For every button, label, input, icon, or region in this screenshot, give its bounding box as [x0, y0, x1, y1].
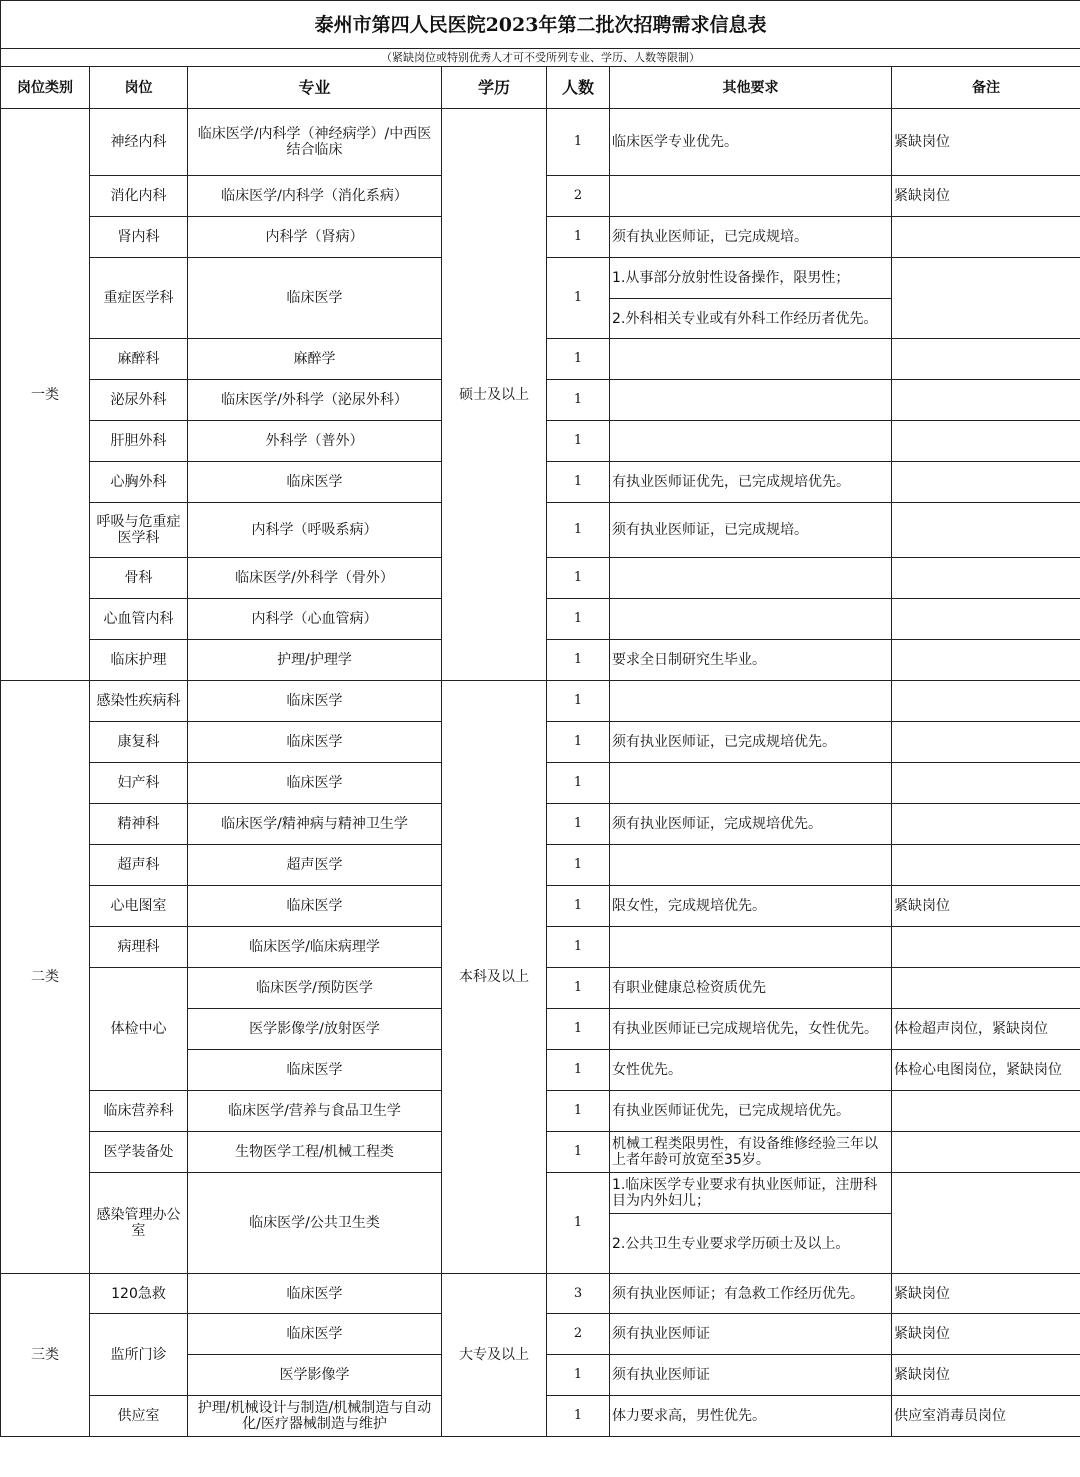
position-cell: 医学装备处	[90, 1132, 188, 1173]
position-cell: 妇产科	[90, 763, 188, 804]
position-cell: 康复科	[90, 722, 188, 763]
notes-cell	[892, 339, 1080, 380]
position-cell: 肾内科	[90, 217, 188, 258]
requirements-cell: 须有执业医师证	[610, 1355, 892, 1396]
requirements-cell	[610, 176, 892, 217]
major-cell: 临床医学/营养与食品卫生学	[188, 1091, 442, 1132]
major-cell: 临床医学	[188, 1050, 442, 1091]
major-cell: 临床医学	[188, 886, 442, 927]
notes-cell	[892, 558, 1080, 599]
notes-cell: 紧缺岗位	[892, 109, 1080, 176]
position-cell: 神经内科	[90, 109, 188, 176]
position-cell: 心血管内科	[90, 599, 188, 640]
page-title: 泰州市第四人民医院2023年第二批次招聘需求信息表	[1, 1, 1080, 49]
major-cell: 临床医学/外科学（泌尿外科）	[188, 380, 442, 421]
notes-cell: 体检心电图岗位，紧缺岗位	[892, 1050, 1080, 1091]
position-cell: 泌尿外科	[90, 380, 188, 421]
requirements-cell	[610, 763, 892, 804]
major-cell: 临床医学/内科学（神经病学）/中西医结合临床	[188, 109, 442, 176]
notes-cell: 紧缺岗位	[892, 1355, 1080, 1396]
notes-cell	[892, 1132, 1080, 1173]
category-cell: 二类	[1, 681, 90, 1274]
major-cell: 临床医学	[188, 722, 442, 763]
requirements-cell: 机械工程类限男性，有设备维修经验三年以上者年龄可放宽至35岁。	[610, 1132, 892, 1173]
major-cell: 护理/机械设计与制造/机械制造与自动化/医疗器械制造与维护	[188, 1396, 442, 1437]
major-cell: 临床医学/外科学（骨外）	[188, 558, 442, 599]
requirements-cell: 须有执业医师证	[610, 1314, 892, 1355]
count-cell: 1	[547, 503, 610, 558]
major-cell: 临床医学/公共卫生类	[188, 1173, 442, 1274]
notes-cell	[892, 804, 1080, 845]
count-cell: 1	[547, 681, 610, 722]
requirements-cell: 须有执业医师证，已完成规培。	[610, 217, 892, 258]
requirements-cell: 有执业医师证优先，已完成规培优先。	[610, 1091, 892, 1132]
education-cell: 大专及以上	[442, 1274, 547, 1437]
count-cell: 1	[547, 380, 610, 421]
requirements-cell: 有职业健康总检资质优先	[610, 968, 892, 1009]
major-cell: 护理/护理学	[188, 640, 442, 681]
notes-cell	[892, 421, 1080, 462]
education-cell: 本科及以上	[442, 681, 547, 1274]
count-cell: 1	[547, 1050, 610, 1091]
count-cell: 1	[547, 462, 610, 503]
major-cell: 内科学（肾病）	[188, 217, 442, 258]
count-cell: 1	[547, 1009, 610, 1050]
requirements-cell: 临床医学专业优先。	[610, 109, 892, 176]
count-cell: 1	[547, 558, 610, 599]
count-cell: 1	[547, 1355, 610, 1396]
notes-cell: 体检超声岗位，紧缺岗位	[892, 1009, 1080, 1050]
notes-cell	[892, 599, 1080, 640]
position-cell: 病理科	[90, 927, 188, 968]
requirements-cell	[610, 845, 892, 886]
table-row	[1, 1274, 1080, 1314]
requirements-cell: 1.从事部分放射性设备操作，限男性；	[610, 258, 892, 299]
major-cell: 临床医学/临床病理学	[188, 927, 442, 968]
position-cell: 心胸外科	[90, 462, 188, 503]
category-cell: 一类	[1, 109, 90, 681]
notes-cell	[892, 681, 1080, 722]
count-cell: 2	[547, 176, 610, 217]
position-cell: 心电图室	[90, 886, 188, 927]
count-cell: 1	[547, 1091, 610, 1132]
requirements-cell: 体力要求高，男性优先。	[610, 1396, 892, 1437]
notes-cell: 紧缺岗位	[892, 1274, 1080, 1314]
requirements-cell: 2.公共卫生专业要求学历硕士及以上。	[610, 1214, 892, 1274]
table-row	[1, 681, 1080, 722]
header-major: 专业	[188, 67, 442, 109]
count-cell: 1	[547, 258, 610, 339]
header-count: 人数	[547, 67, 610, 109]
requirements-cell: 有执业医师证优先，已完成规培优先。	[610, 462, 892, 503]
notes-cell: 紧缺岗位	[892, 886, 1080, 927]
count-cell: 1	[547, 217, 610, 258]
requirements-cell: 2.外科相关专业或有外科工作经历者优先。	[610, 299, 892, 339]
count-cell: 1	[547, 845, 610, 886]
count-cell: 3	[547, 1274, 610, 1314]
major-cell: 临床医学	[188, 681, 442, 722]
position-cell: 感染管理办公室	[90, 1173, 188, 1274]
major-cell: 临床医学	[188, 462, 442, 503]
header-requirements: 其他要求	[610, 67, 892, 109]
count-cell: 1	[547, 339, 610, 380]
requirements-cell: 须有执业医师证；有急救工作经历优先。	[610, 1274, 892, 1314]
count-cell: 1	[547, 804, 610, 845]
table-row	[1, 109, 1080, 176]
count-cell: 1	[547, 109, 610, 176]
notes-cell	[892, 640, 1080, 681]
count-cell: 1	[547, 968, 610, 1009]
count-cell: 1	[547, 886, 610, 927]
position-cell: 感染性疾病科	[90, 681, 188, 722]
major-cell: 临床医学/内科学（消化系病）	[188, 176, 442, 217]
count-cell: 1	[547, 599, 610, 640]
notes-cell	[892, 927, 1080, 968]
header-notes: 备注	[892, 67, 1080, 109]
header-row	[1, 67, 1080, 109]
requirements-cell: 女性优先。	[610, 1050, 892, 1091]
requirements-cell	[610, 558, 892, 599]
major-cell: 超声医学	[188, 845, 442, 886]
position-cell: 超声科	[90, 845, 188, 886]
count-cell: 1	[547, 722, 610, 763]
count-cell: 1	[547, 1396, 610, 1437]
notes-cell	[892, 1173, 1080, 1274]
count-cell: 1	[547, 421, 610, 462]
position-cell: 重症医学科	[90, 258, 188, 339]
header-education: 学历	[442, 67, 547, 109]
count-cell: 1	[547, 640, 610, 681]
requirements-cell: 有执业医师证已完成规培优先，女性优先。	[610, 1009, 892, 1050]
subtitle-note: （紧缺岗位或特别优秀人才可不受所列专业、学历、人数等限制）	[1, 49, 1080, 67]
notes-cell	[892, 258, 1080, 339]
count-cell: 1	[547, 1132, 610, 1173]
position-cell: 体检中心	[90, 968, 188, 1091]
header-category: 岗位类别	[1, 67, 90, 109]
count-cell: 2	[547, 1314, 610, 1355]
education-cell: 硕士及以上	[442, 109, 547, 681]
requirements-cell	[610, 927, 892, 968]
notes-cell	[892, 217, 1080, 258]
requirements-cell	[610, 681, 892, 722]
requirements-cell: 须有执业医师证，已完成规培。	[610, 503, 892, 558]
position-cell: 120急救	[90, 1274, 188, 1314]
major-cell: 临床医学	[188, 1274, 442, 1314]
position-cell: 肝胆外科	[90, 421, 188, 462]
major-cell: 医学影像学/放射医学	[188, 1009, 442, 1050]
major-cell: 临床医学	[188, 763, 442, 804]
major-cell: 外科学（普外）	[188, 421, 442, 462]
major-cell: 内科学（呼吸系病）	[188, 503, 442, 558]
requirements-cell	[610, 380, 892, 421]
requirements-cell: 须有执业医师证，完成规培优先。	[610, 804, 892, 845]
requirements-cell	[610, 421, 892, 462]
notes-cell: 紧缺岗位	[892, 1314, 1080, 1355]
position-cell: 呼吸与危重症医学科	[90, 503, 188, 558]
requirements-cell: 限女性，完成规培优先。	[610, 886, 892, 927]
notes-cell	[892, 380, 1080, 421]
major-cell: 临床医学	[188, 1314, 442, 1355]
position-cell: 消化内科	[90, 176, 188, 217]
position-cell: 麻醉科	[90, 339, 188, 380]
count-cell: 1	[547, 927, 610, 968]
requirements-cell: 须有执业医师证，已完成规培优先。	[610, 722, 892, 763]
major-cell: 临床医学/精神病与精神卫生学	[188, 804, 442, 845]
major-cell: 麻醉学	[188, 339, 442, 380]
notes-cell	[892, 722, 1080, 763]
header-position: 岗位	[90, 67, 188, 109]
notes-cell	[892, 845, 1080, 886]
requirements-cell	[610, 339, 892, 380]
notes-cell: 紧缺岗位	[892, 176, 1080, 217]
requirements-cell	[610, 599, 892, 640]
major-cell: 临床医学/预防医学	[188, 968, 442, 1009]
position-cell: 监所门诊	[90, 1314, 188, 1396]
notes-cell	[892, 462, 1080, 503]
notes-cell	[892, 968, 1080, 1009]
count-cell: 1	[547, 763, 610, 804]
notes-cell	[892, 763, 1080, 804]
position-cell: 临床营养科	[90, 1091, 188, 1132]
position-cell: 供应室	[90, 1396, 188, 1437]
count-cell: 1	[547, 1173, 610, 1274]
notes-cell	[892, 1091, 1080, 1132]
requirements-cell: 要求全日制研究生毕业。	[610, 640, 892, 681]
notes-cell	[892, 503, 1080, 558]
requirements-cell: 1.临床医学专业要求有执业医师证，注册科目为内外妇儿；	[610, 1173, 892, 1214]
position-cell: 精神科	[90, 804, 188, 845]
major-cell: 生物医学工程/机械工程类	[188, 1132, 442, 1173]
major-cell: 临床医学	[188, 258, 442, 339]
position-cell: 临床护理	[90, 640, 188, 681]
major-cell: 医学影像学	[188, 1355, 442, 1396]
notes-cell: 供应室消毒员岗位	[892, 1396, 1080, 1437]
position-cell: 骨科	[90, 558, 188, 599]
category-cell: 三类	[1, 1274, 90, 1437]
major-cell: 内科学（心血管病）	[188, 599, 442, 640]
